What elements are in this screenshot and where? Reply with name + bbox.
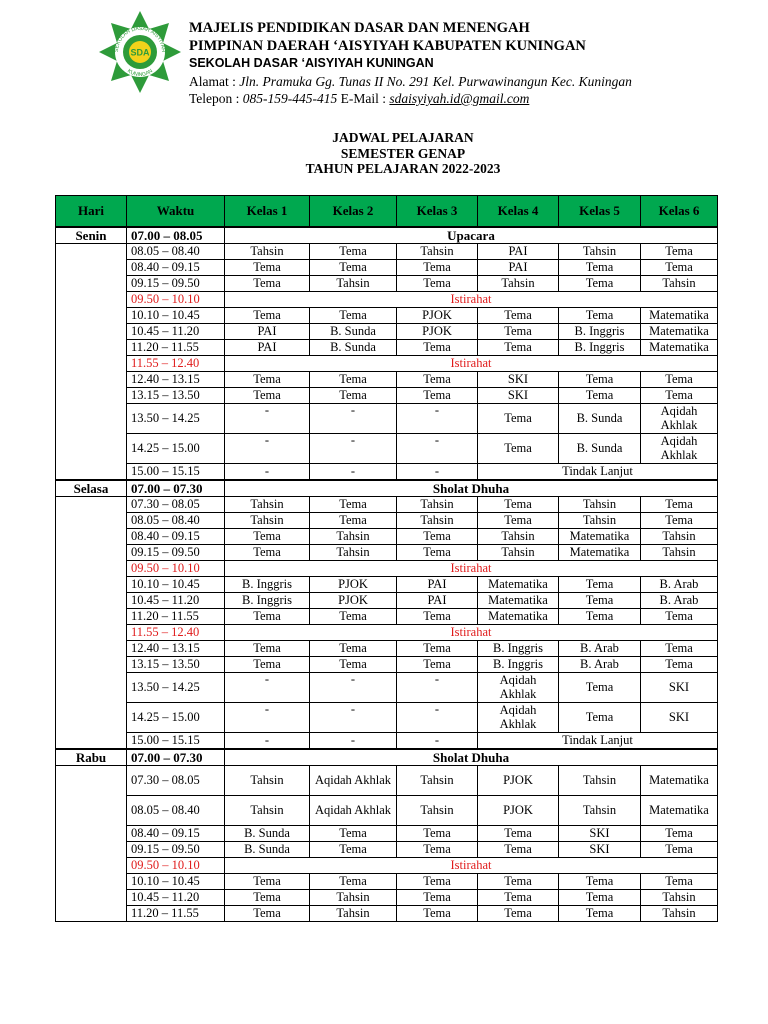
subject-cell: Tema <box>310 842 397 858</box>
subject-cell: SKI <box>641 673 718 703</box>
subject-cell: - <box>225 673 310 703</box>
subject-cell: Aqidah Akhlak <box>641 404 718 434</box>
subject-cell: Tema <box>559 276 641 292</box>
table-row <box>56 641 718 657</box>
table-row <box>56 609 718 625</box>
subject-cell: - <box>397 404 478 434</box>
subject-cell: Tema <box>310 609 397 625</box>
subject-cell: Tema <box>397 260 478 276</box>
header-line-2: PIMPINAN DAERAH ‘AISYIYAH KABUPATEN KUNINGAN <box>189 37 586 54</box>
break-row <box>56 561 718 577</box>
subject-cell: Tahsin <box>641 890 718 906</box>
time-slot: 09.15 – 09.50 <box>127 276 225 292</box>
subject-cell: Tema <box>641 826 718 842</box>
subject-cell: Tema <box>397 340 478 356</box>
time-slot: 13.15 – 13.50 <box>127 657 225 673</box>
subject-cell: PAI <box>478 244 559 260</box>
title-line-1: JADWAL PELAJARAN <box>332 130 474 145</box>
logo-text-top: SEKOLAH DASAR AISYIYAH <box>113 25 167 53</box>
table-row <box>56 890 718 906</box>
subject-cell: Tema <box>225 276 310 292</box>
subject-cell: Tema <box>310 826 397 842</box>
time-slot: 10.45 – 11.20 <box>127 593 225 609</box>
title-line-2: SEMESTER GENAP <box>340 145 466 161</box>
subject-cell: Tema <box>641 260 718 276</box>
subject-cell: PAI <box>478 260 559 276</box>
table-row <box>56 906 718 922</box>
subject-cell: Tema <box>641 372 718 388</box>
schedule-table <box>55 195 718 922</box>
time-slot: 13.50 – 14.25 <box>127 404 225 434</box>
time-slot: 09.50 – 10.10 <box>127 292 225 308</box>
time-slot: 07.00 – 08.05 <box>127 227 225 244</box>
subject-cell: Tahsin <box>397 497 478 513</box>
day-name: Senin <box>56 227 127 244</box>
activity-label: Sholat Dhuha <box>225 749 718 766</box>
table-header-row <box>56 196 718 228</box>
column-header: Kelas 1 <box>225 196 310 228</box>
subject-cell: Matematika <box>641 340 718 356</box>
subject-cell: B. Sunda <box>559 434 641 464</box>
table-row <box>56 826 718 842</box>
subject-cell: Tahsin <box>559 513 641 529</box>
subject-cell: Tema <box>478 513 559 529</box>
subject-cell: SKI <box>641 703 718 733</box>
school-logo <box>98 10 182 94</box>
logo-text-bottom: KUNINGAN <box>126 68 154 79</box>
day-name: Rabu <box>56 749 127 766</box>
subject-cell: Tahsin <box>225 513 310 529</box>
table-row <box>56 404 718 434</box>
table-row <box>56 260 718 276</box>
subject-cell: Aqidah Akhlak <box>310 766 397 796</box>
subject-cell: Tema <box>225 906 310 922</box>
subject-cell: Tema <box>397 657 478 673</box>
logo-mark: SDA <box>130 47 150 58</box>
subject-cell: Matematika <box>478 593 559 609</box>
table-row <box>56 842 718 858</box>
subject-cell: Tema <box>225 874 310 890</box>
time-slot: 15.00 – 15.15 <box>127 464 225 481</box>
time-slot: 07.00 – 07.30 <box>127 749 225 766</box>
subject-cell: Tahsin <box>225 796 310 826</box>
subject-cell: Tahsin <box>397 513 478 529</box>
time-slot: 07.00 – 07.30 <box>127 480 225 497</box>
subject-cell: B. Inggris <box>478 657 559 673</box>
subject-cell: Tema <box>559 593 641 609</box>
subject-cell: Tema <box>397 372 478 388</box>
subject-cell: SKI <box>478 388 559 404</box>
subject-cell: B. Arab <box>559 657 641 673</box>
subject-cell: - <box>310 404 397 434</box>
time-slot: 10.45 – 11.20 <box>127 890 225 906</box>
subject-cell: Tema <box>397 906 478 922</box>
table-row <box>56 796 718 826</box>
time-slot: 11.20 – 11.55 <box>127 340 225 356</box>
subject-cell: Tema <box>225 609 310 625</box>
time-slot: 08.40 – 09.15 <box>127 826 225 842</box>
break-label: Istirahat <box>225 625 718 641</box>
time-slot: 10.10 – 10.45 <box>127 874 225 890</box>
subject-cell: Tema <box>478 497 559 513</box>
subject-cell: Tema <box>559 609 641 625</box>
column-header: Kelas 4 <box>478 196 559 228</box>
subject-cell: - <box>397 673 478 703</box>
subject-cell: Tahsin <box>559 766 641 796</box>
subject-cell: PAI <box>397 577 478 593</box>
subject-cell: Tema <box>397 609 478 625</box>
subject-cell: Tema <box>310 260 397 276</box>
subject-cell: - <box>225 733 310 750</box>
subject-cell: - <box>310 434 397 464</box>
subject-cell: Tema <box>641 388 718 404</box>
subject-cell: Tahsin <box>641 906 718 922</box>
subject-cell: Tema <box>397 842 478 858</box>
subject-cell: Tahsin <box>397 766 478 796</box>
subject-cell: PAI <box>225 340 310 356</box>
subject-cell: PAI <box>397 593 478 609</box>
table-row <box>56 244 718 260</box>
subject-cell: Tema <box>310 497 397 513</box>
subject-cell: SKI <box>559 842 641 858</box>
subject-cell: PJOK <box>310 593 397 609</box>
header-address: Alamat : Jln. Pramuka Gg. Tunas II No. 291 Kel. Purwawinangun Kec. Kuningan <box>189 73 632 89</box>
subject-cell: B. Arab <box>559 641 641 657</box>
subject-cell: Matematika <box>478 609 559 625</box>
table-row <box>56 276 718 292</box>
table-row <box>56 733 718 750</box>
time-slot: 11.55 – 12.40 <box>127 625 225 641</box>
follow-up-label: Tindak Lanjut <box>478 733 718 750</box>
subject-cell: Matematika <box>641 796 718 826</box>
header-school-name: SEKOLAH DASAR ‘AISYIYAH KUNINGAN <box>189 56 434 70</box>
break-label: Istirahat <box>225 292 718 308</box>
break-row <box>56 356 718 372</box>
subject-cell: Tema <box>397 874 478 890</box>
subject-cell: - <box>397 434 478 464</box>
subject-cell: Tema <box>641 513 718 529</box>
time-slot: 10.10 – 10.45 <box>127 308 225 324</box>
table-row <box>56 703 718 733</box>
subject-cell: Tema <box>641 244 718 260</box>
follow-up-label: Tindak Lanjut <box>478 464 718 481</box>
subject-cell: Matematika <box>641 324 718 340</box>
subject-cell: Tahsin <box>397 796 478 826</box>
time-slot: 14.25 – 15.00 <box>127 703 225 733</box>
subject-cell: Matematika <box>478 577 559 593</box>
subject-cell: Tema <box>225 308 310 324</box>
header-contact: Telepon : 085-159-445-415 E-Mail : sdaisyiyah.id@gmail.com <box>189 91 530 106</box>
subject-cell: B. Sunda <box>559 404 641 434</box>
time-slot: 08.05 – 08.40 <box>127 513 225 529</box>
day-span-cell <box>56 766 127 922</box>
subject-cell: Tema <box>478 340 559 356</box>
title-line-3: TAHUN PELAJARAN 2022-2023 <box>305 161 501 176</box>
subject-cell: B. Sunda <box>225 842 310 858</box>
subject-cell: Aqidah Akhlak <box>641 434 718 464</box>
subject-cell: Tahsin <box>310 890 397 906</box>
subject-cell: Tema <box>641 641 718 657</box>
subject-cell: Tema <box>478 324 559 340</box>
subject-cell: Tema <box>478 434 559 464</box>
subject-cell: Tema <box>478 826 559 842</box>
time-slot: 09.50 – 10.10 <box>127 561 225 577</box>
subject-cell: Tema <box>641 874 718 890</box>
subject-cell: - <box>225 434 310 464</box>
subject-cell: Tema <box>641 657 718 673</box>
time-slot: 12.40 – 13.15 <box>127 641 225 657</box>
table-row <box>56 673 718 703</box>
time-slot: 14.25 – 15.00 <box>127 434 225 464</box>
email-link[interactable]: sdaisyiyah.id@gmail.com <box>389 91 530 106</box>
subject-cell: Tema <box>478 404 559 434</box>
subject-cell: PAI <box>225 324 310 340</box>
subject-cell: PJOK <box>397 324 478 340</box>
subject-cell: Tema <box>225 372 310 388</box>
subject-cell: - <box>310 673 397 703</box>
subject-cell: Tema <box>310 513 397 529</box>
table-row <box>56 372 718 388</box>
time-slot: 08.40 – 09.15 <box>127 260 225 276</box>
subject-cell: Tahsin <box>225 497 310 513</box>
subject-cell: - <box>397 464 478 481</box>
column-header: Kelas 3 <box>397 196 478 228</box>
break-row <box>56 858 718 874</box>
activity-label: Sholat Dhuha <box>225 480 718 497</box>
subject-cell: Tema <box>478 842 559 858</box>
time-slot: 13.15 – 13.50 <box>127 388 225 404</box>
time-slot: 08.05 – 08.40 <box>127 244 225 260</box>
time-slot: 08.40 – 09.15 <box>127 529 225 545</box>
day-first-row <box>56 480 718 497</box>
subject-cell: Tema <box>559 260 641 276</box>
day-name: Selasa <box>56 480 127 497</box>
subject-cell: Aqidah Akhlak <box>478 703 559 733</box>
time-slot: 09.15 – 09.50 <box>127 545 225 561</box>
subject-cell: Tema <box>310 372 397 388</box>
document-title <box>0 130 768 177</box>
subject-cell: Tema <box>310 388 397 404</box>
subject-cell: Tema <box>397 641 478 657</box>
subject-cell: Tema <box>641 842 718 858</box>
subject-cell: Tema <box>478 308 559 324</box>
subject-cell: Tema <box>397 388 478 404</box>
subject-cell: Tema <box>478 890 559 906</box>
subject-cell: Tahsin <box>397 244 478 260</box>
subject-cell: Tahsin <box>310 529 397 545</box>
subject-cell: Tahsin <box>225 766 310 796</box>
day-first-row <box>56 227 718 244</box>
subject-cell: B. Inggris <box>559 324 641 340</box>
subject-cell: Tema <box>397 890 478 906</box>
subject-cell: Tema <box>559 906 641 922</box>
subject-cell: Tema <box>641 497 718 513</box>
subject-cell: Tema <box>397 276 478 292</box>
subject-cell: Tahsin <box>310 545 397 561</box>
subject-cell: Matematika <box>559 529 641 545</box>
time-slot: 08.05 – 08.40 <box>127 796 225 826</box>
time-slot: 10.10 – 10.45 <box>127 577 225 593</box>
time-slot: 10.45 – 11.20 <box>127 324 225 340</box>
subject-cell: Tema <box>641 609 718 625</box>
subject-cell: Matematika <box>641 308 718 324</box>
subject-cell: PJOK <box>478 796 559 826</box>
time-slot: 07.30 – 08.05 <box>127 497 225 513</box>
subject-cell: Tahsin <box>641 276 718 292</box>
table-row <box>56 464 718 481</box>
subject-cell: - <box>225 404 310 434</box>
subject-cell: B. Inggris <box>225 577 310 593</box>
subject-cell: Tema <box>559 388 641 404</box>
break-row <box>56 625 718 641</box>
subject-cell: Tema <box>559 308 641 324</box>
day-first-row <box>56 749 718 766</box>
subject-cell: Tema <box>397 826 478 842</box>
break-label: Istirahat <box>225 561 718 577</box>
subject-cell: Tema <box>225 388 310 404</box>
table-row <box>56 388 718 404</box>
break-label: Istirahat <box>225 858 718 874</box>
subject-cell: Tema <box>225 529 310 545</box>
column-header: Kelas 2 <box>310 196 397 228</box>
break-label: Istirahat <box>225 356 718 372</box>
table-row <box>56 529 718 545</box>
subject-cell: Tema <box>559 577 641 593</box>
header-line-1: MAJELIS PENDIDIKAN DASAR DAN MENENGAH <box>189 20 530 36</box>
time-slot: 11.20 – 11.55 <box>127 609 225 625</box>
subject-cell: - <box>397 733 478 750</box>
column-header: Kelas 6 <box>641 196 718 228</box>
subject-cell: Matematika <box>641 766 718 796</box>
column-header: Hari <box>56 196 127 228</box>
subject-cell: PJOK <box>478 766 559 796</box>
table-row <box>56 434 718 464</box>
subject-cell: Tema <box>225 890 310 906</box>
subject-cell: - <box>310 464 397 481</box>
subject-cell: Tema <box>559 673 641 703</box>
time-slot: 09.15 – 09.50 <box>127 842 225 858</box>
subject-cell: Tahsin <box>559 497 641 513</box>
table-row <box>56 497 718 513</box>
activity-label: Upacara <box>225 227 718 244</box>
subject-cell: Tema <box>397 545 478 561</box>
subject-cell: B. Inggris <box>559 340 641 356</box>
subject-cell: Tahsin <box>478 545 559 561</box>
time-slot: 09.50 – 10.10 <box>127 858 225 874</box>
subject-cell: Tema <box>310 244 397 260</box>
column-header: Kelas 5 <box>559 196 641 228</box>
subject-cell: B. Sunda <box>310 340 397 356</box>
subject-cell: B. Inggris <box>478 641 559 657</box>
time-slot: 15.00 – 15.15 <box>127 733 225 750</box>
letterhead <box>189 20 632 108</box>
subject-cell: Tema <box>310 308 397 324</box>
table-row <box>56 513 718 529</box>
time-slot: 07.30 – 08.05 <box>127 766 225 796</box>
subject-cell: - <box>225 464 310 481</box>
subject-cell: B. Sunda <box>310 324 397 340</box>
subject-cell: Tema <box>559 890 641 906</box>
subject-cell: Tahsin <box>225 244 310 260</box>
subject-cell: Tahsin <box>559 796 641 826</box>
subject-cell: PJOK <box>310 577 397 593</box>
time-slot: 13.50 – 14.25 <box>127 673 225 703</box>
table-row <box>56 766 718 796</box>
subject-cell: Tahsin <box>478 276 559 292</box>
subject-cell: - <box>310 733 397 750</box>
subject-cell: Tema <box>310 874 397 890</box>
subject-cell: Tema <box>559 874 641 890</box>
day-span-cell <box>56 497 127 750</box>
subject-cell: Tema <box>225 641 310 657</box>
table-row <box>56 593 718 609</box>
subject-cell: Tema <box>559 372 641 388</box>
table-row <box>56 545 718 561</box>
subject-cell: B. Arab <box>641 593 718 609</box>
subject-cell: - <box>310 703 397 733</box>
subject-cell: - <box>225 703 310 733</box>
subject-cell: Tema <box>225 260 310 276</box>
subject-cell: Aqidah Akhlak <box>310 796 397 826</box>
table-row <box>56 324 718 340</box>
subject-cell: Matematika <box>559 545 641 561</box>
subject-cell: Tema <box>478 906 559 922</box>
table-row <box>56 657 718 673</box>
time-slot: 11.20 – 11.55 <box>127 906 225 922</box>
subject-cell: Tahsin <box>310 906 397 922</box>
subject-cell: Tahsin <box>559 244 641 260</box>
subject-cell: Tahsin <box>478 529 559 545</box>
subject-cell: B. Inggris <box>225 593 310 609</box>
subject-cell: Tema <box>225 657 310 673</box>
subject-cell: B. Sunda <box>225 826 310 842</box>
subject-cell: Tahsin <box>310 276 397 292</box>
subject-cell: Tahsin <box>641 529 718 545</box>
subject-cell: PJOK <box>397 308 478 324</box>
day-span-cell <box>56 244 127 481</box>
column-header: Waktu <box>127 196 225 228</box>
break-row <box>56 292 718 308</box>
subject-cell: Tema <box>225 545 310 561</box>
subject-cell: SKI <box>478 372 559 388</box>
subject-cell: - <box>397 703 478 733</box>
subject-cell: Tema <box>310 657 397 673</box>
table-row <box>56 340 718 356</box>
table-row <box>56 308 718 324</box>
subject-cell: B. Arab <box>641 577 718 593</box>
table-row <box>56 874 718 890</box>
subject-cell: Tema <box>310 641 397 657</box>
time-slot: 12.40 – 13.15 <box>127 372 225 388</box>
time-slot: 11.55 – 12.40 <box>127 356 225 372</box>
subject-cell: Tema <box>478 874 559 890</box>
subject-cell: Tahsin <box>641 545 718 561</box>
table-row <box>56 577 718 593</box>
subject-cell: Tema <box>397 529 478 545</box>
subject-cell: Tema <box>559 703 641 733</box>
subject-cell: SKI <box>559 826 641 842</box>
subject-cell: Aqidah Akhlak <box>478 673 559 703</box>
